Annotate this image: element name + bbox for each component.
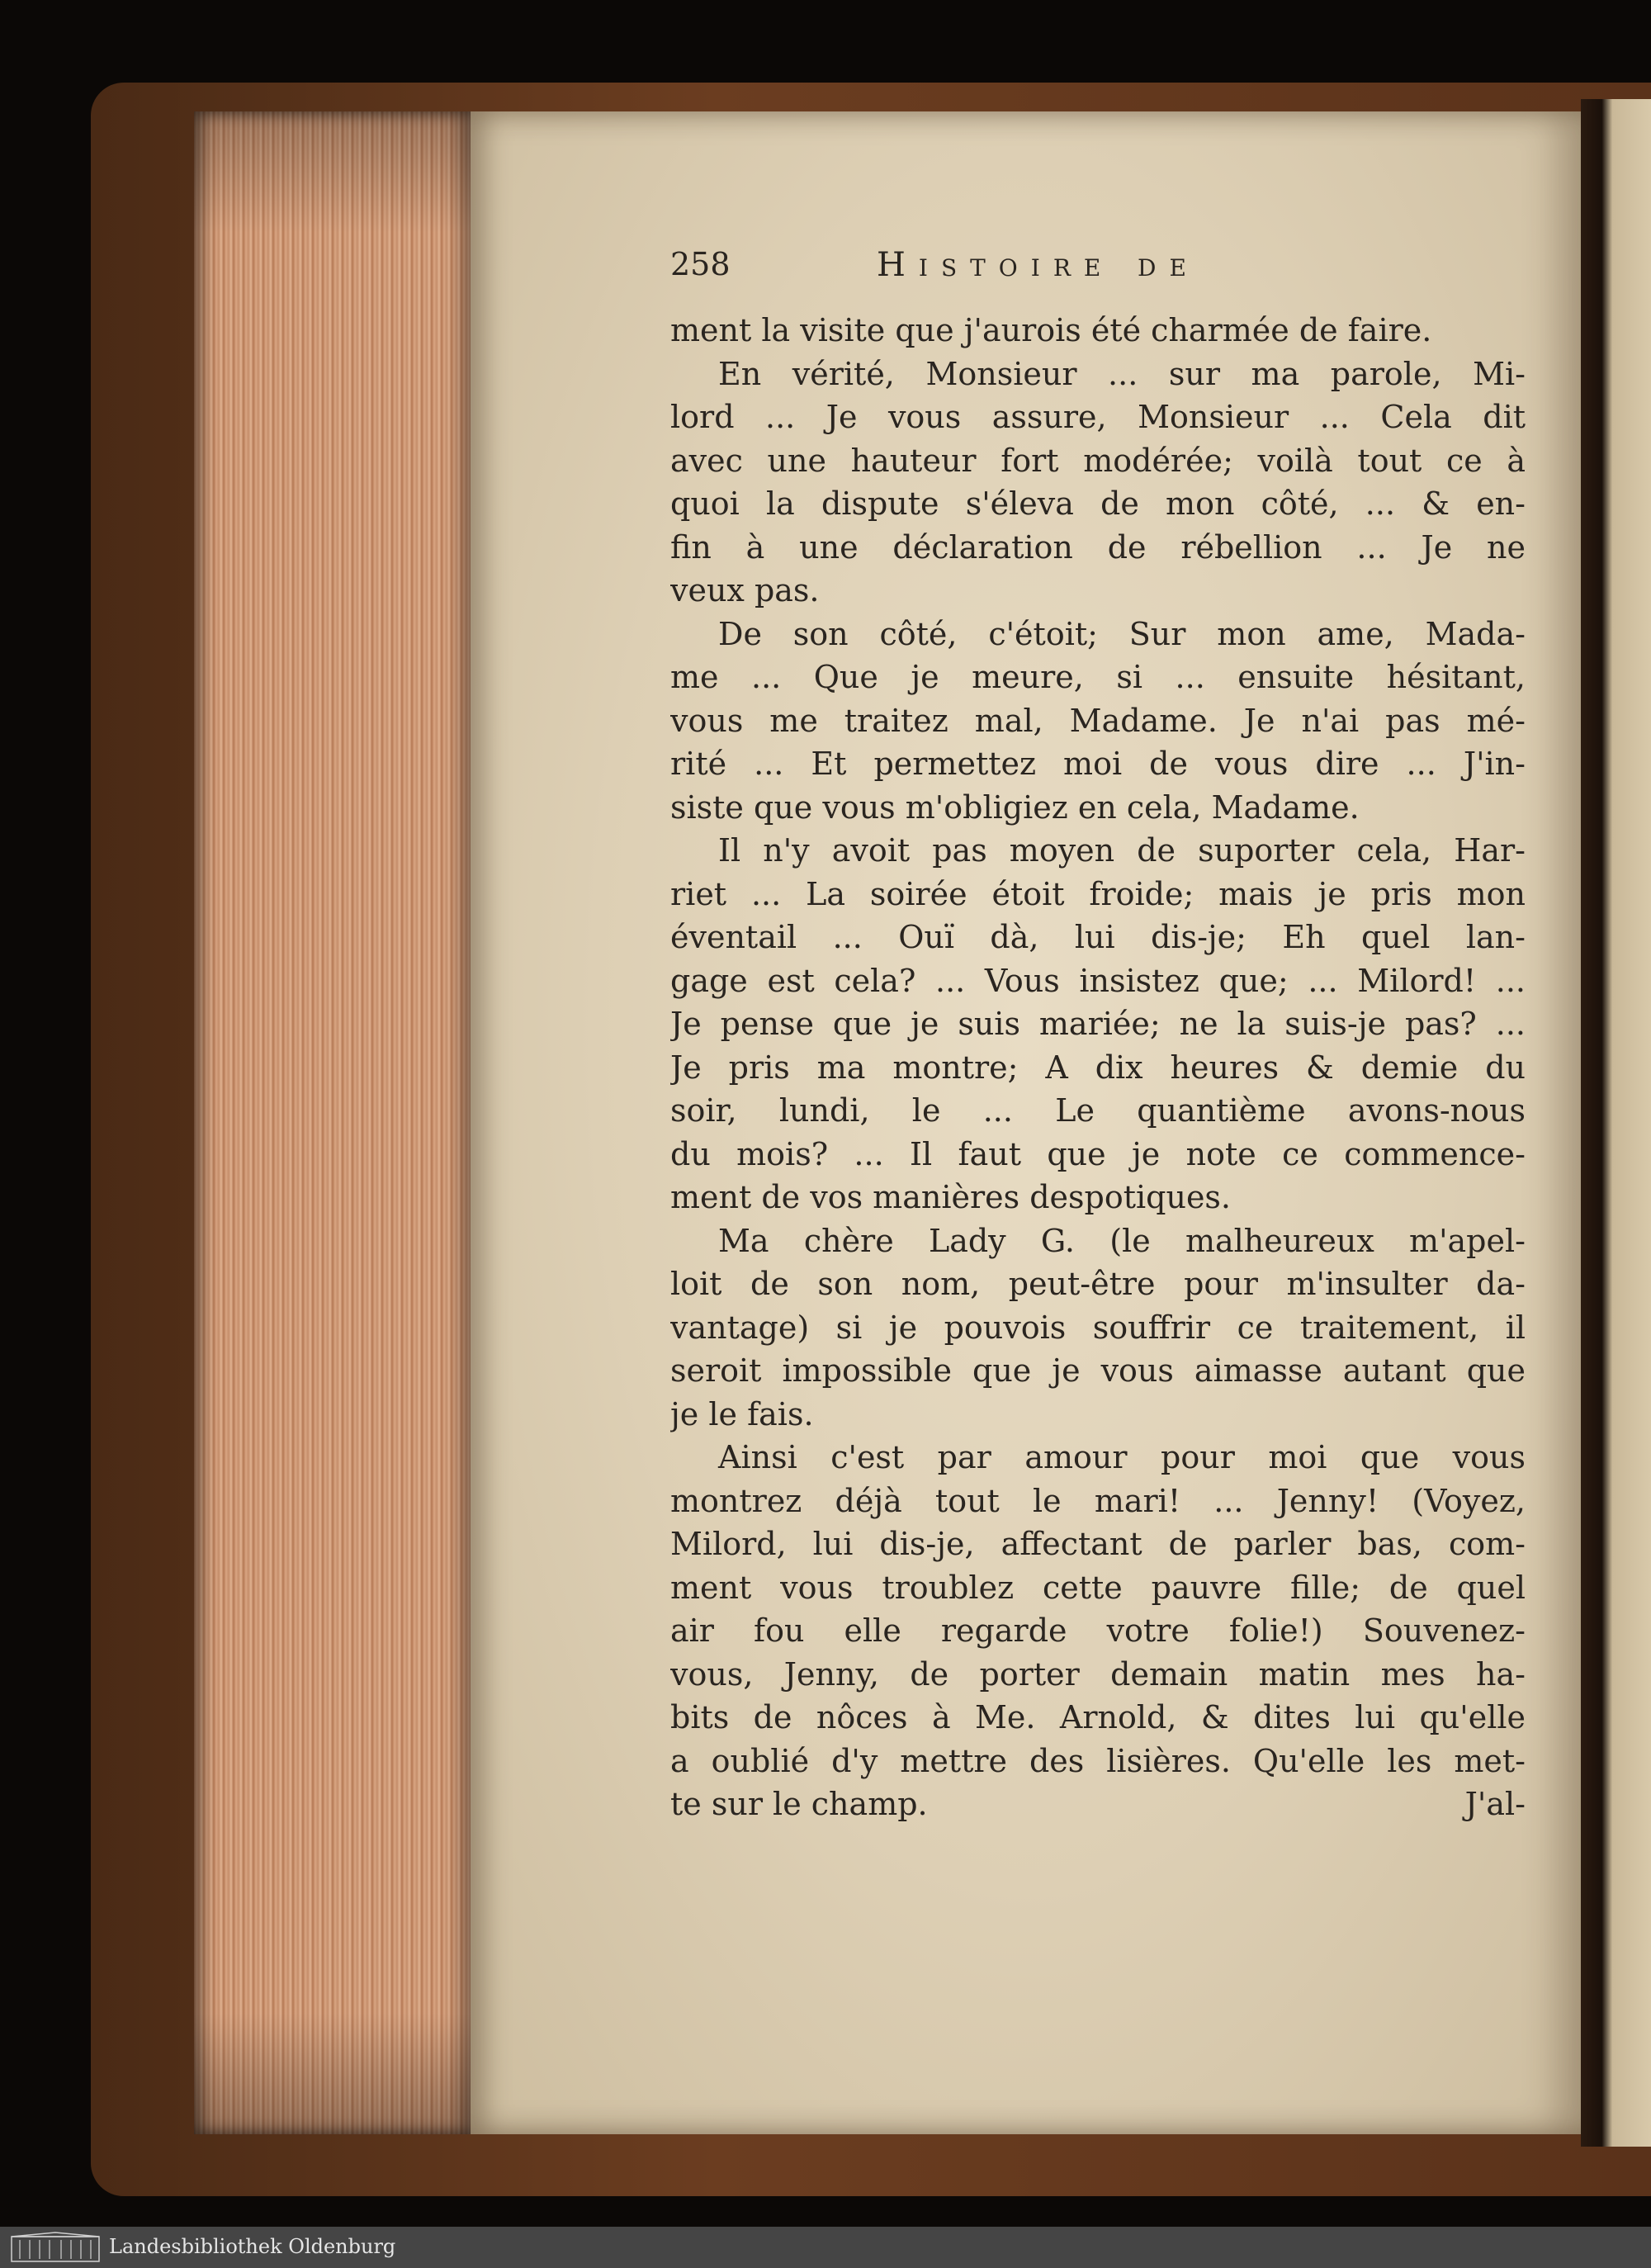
text-line: me ... Que je meure, si ... ensuite hésitant, xyxy=(670,659,1526,695)
text-line: éventail ... Ouï dà, lui dis-je; Eh quel lan- xyxy=(670,919,1526,955)
text-line: seroit impossible que je vous aimasse autant que xyxy=(670,1352,1526,1389)
text-line: je le fais. xyxy=(670,1395,814,1432)
text-line: Milord, lui dis-je, affectant de parler bas, com- xyxy=(670,1526,1526,1562)
library-name: Landesbibliothek Oldenburg xyxy=(109,2235,396,2258)
catchword: J'al- xyxy=(1464,1786,1526,1822)
text-line: En vérité, Monsieur ... sur ma parole, Mi- xyxy=(718,355,1526,392)
text-line: Ainsi c'est par amour pour moi que vous xyxy=(718,1439,1526,1475)
text-line: bits de nôces à Me. Arnold, & dites lui qu'elle xyxy=(670,1699,1526,1735)
running-title: Histoire de xyxy=(877,246,1199,284)
last-line xyxy=(670,1783,1526,1826)
text-line: Je pris ma montre; A dix heures & demie du xyxy=(670,1049,1526,1086)
text-line: ment vous troublez cette pauvre fille; de quel xyxy=(670,1569,1526,1606)
text-block xyxy=(670,246,1526,1826)
text-line: ment de vos manières despotiques. xyxy=(670,1179,1232,1215)
text-line: vantage) si je pouvois souffrir ce traitement, il xyxy=(670,1309,1526,1346)
footer-bar xyxy=(0,2227,1651,2268)
text-line: du mois? ... Il faut que je note ce commence- xyxy=(670,1135,1526,1172)
text-line: te sur le champ. xyxy=(670,1786,928,1822)
text-line: vous, Jenny, de porter demain matin mes ha- xyxy=(670,1655,1526,1693)
page-number: 258 xyxy=(670,246,731,282)
text-line: ment la visite que j'aurois été charmée de faire. xyxy=(670,312,1432,348)
text-line: Ma chère Lady G. (le malheureux m'apel- xyxy=(718,1222,1526,1259)
text-line: quoi la dispute s'éleva de mon côté, ... & en- xyxy=(670,485,1526,522)
text-line: Il n'y avoit pas moyen de suporter cela, Har- xyxy=(718,832,1526,869)
page-edges xyxy=(194,111,471,2134)
page-gutter xyxy=(1581,99,1651,2147)
running-head xyxy=(670,246,1526,292)
text-line: Je pense que je suis mariée; ne la suis-je pas? ... xyxy=(670,1006,1526,1042)
text-line: rité ... Et permettez moi de vous dire ... J'in- xyxy=(670,746,1526,782)
text-line: vous me traitez mal, Madame. Je n'ai pas mé- xyxy=(670,702,1526,739)
text-line: montrez déjà tout le mari! ... Jenny! (Voyez, xyxy=(670,1482,1526,1519)
text-line: veux pas. xyxy=(670,572,820,608)
text-line: fin à une déclaration de rébellion ... Je ne xyxy=(670,528,1526,566)
text-line: gage est cela? ... Vous insistez que; ... Milord! ... xyxy=(670,962,1526,999)
text-line: air fou elle regarde votre folie!) Souvenez- xyxy=(670,1612,1526,1649)
text-line: De son côté, c'étoit; Sur mon ame, Mada- xyxy=(718,615,1526,652)
library-building-icon xyxy=(10,2232,101,2263)
text-line: lord ... Je vous assure, Monsieur ... Cela dit xyxy=(670,399,1526,435)
text-line: loit de son nom, peut-être pour m'insulter da- xyxy=(670,1266,1526,1302)
text-line: avec une hauteur fort modérée; voilà tout ce à xyxy=(670,442,1526,479)
text-line: riet ... La soirée étoit froide; mais je pris mon xyxy=(670,875,1526,912)
text-line: siste que vous m'obligiez en cela, Madame. xyxy=(670,788,1360,826)
text-line: soir, lundi, le ... Le quantième avons-nous xyxy=(670,1092,1526,1129)
text-line: a oublié d'y mettre des lisières. Qu'elle les met- xyxy=(670,1742,1526,1779)
